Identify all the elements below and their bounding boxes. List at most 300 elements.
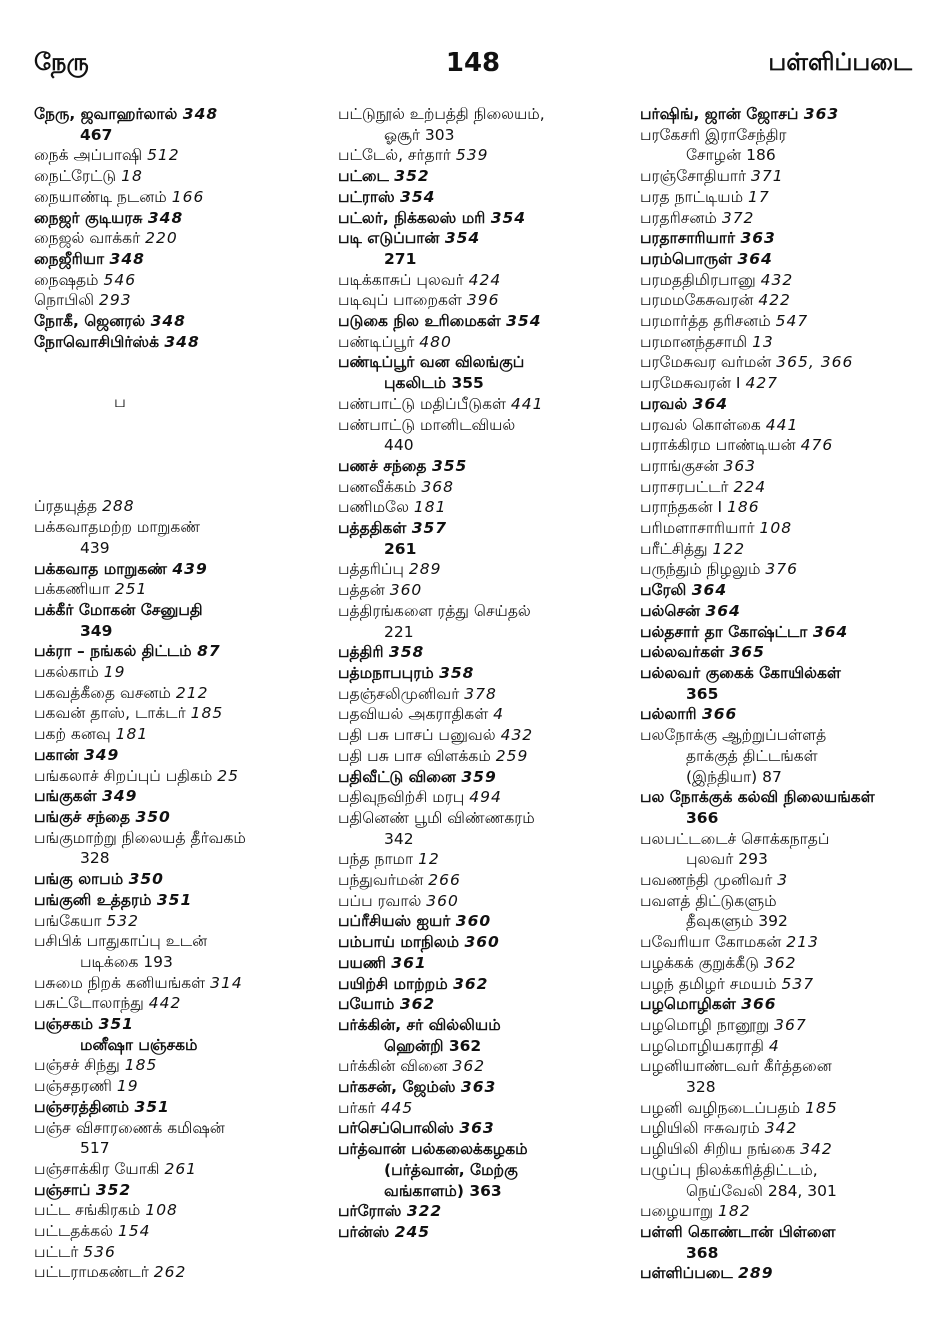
index-entry (640, 1056, 936, 1097)
entry-page-ref: 19 (103, 663, 126, 682)
entry-term: பதிவீட்டு வினை (338, 767, 456, 786)
entry-continuation: சோழன் 186 (686, 146, 776, 165)
entry-continuation: 342 (384, 829, 414, 848)
entry-page-ref: 363 (803, 105, 840, 123)
entry-term: பர்த்வான் பல்கலைக்கழகம் (338, 1140, 528, 1159)
index-entry (34, 683, 330, 704)
entry-page-ref: 358 (439, 663, 475, 682)
entry-page-ref: 362 (399, 995, 436, 1014)
index-entry (34, 869, 330, 890)
index-entry (34, 332, 330, 353)
entry-page-ref: 185 (190, 704, 224, 723)
index-entry (338, 1015, 634, 1056)
entry-page-ref: 351 (134, 1097, 170, 1116)
entry-page-ref: 266 (428, 871, 461, 890)
entry-term: பங்குமாற்று நிலையத் தீர்வகம் (34, 828, 246, 847)
index-entry (338, 518, 634, 559)
entry-page-ref: 360 (464, 933, 500, 952)
index-entry (338, 849, 634, 870)
entry-term: பட்லர், நிக்கலஸ் மரி (338, 208, 486, 227)
entry-page-ref: 181 (115, 725, 149, 744)
index-entry (338, 725, 634, 746)
entry-page-ref: 351 (98, 1015, 134, 1034)
entry-page-ref: 376 (765, 560, 798, 579)
index-entry (640, 415, 936, 436)
index-entry (640, 187, 936, 208)
entry-page-ref: 212 (175, 683, 209, 702)
entry-term: பங்குகள் (34, 787, 97, 806)
entry-term: பங்கேயா (34, 911, 102, 930)
entry-page-ref: 365 (729, 643, 765, 662)
entry-page-ref: 364 (812, 622, 849, 641)
entry-term: பழனி வழிநடைப்பதம் (640, 1098, 801, 1117)
entry-term: படுகை நில உரிமைகள் (338, 312, 501, 331)
entry-page-ref: 358 (388, 643, 425, 662)
entry-page-ref: 3 (777, 871, 789, 890)
entry-term: பர்ரோஸ் (338, 1202, 402, 1221)
entry-page-ref: 352 (394, 167, 430, 186)
entry-continuation: நெய்வேலி 284, 301 (686, 1181, 837, 1200)
entry-term: பரஞ்சோதியார் (640, 167, 747, 186)
entry-term: படிக்காசுப் புலவர் (338, 270, 464, 289)
entry-term: பலநோக்கு ஆற்றுப்பள்ளத் (640, 726, 827, 745)
entry-term: பஞ்ச விசாரணைக் கமிஷன் (34, 1118, 225, 1137)
index-entry (640, 1015, 936, 1036)
entry-term: பருந்தும் நிழலும் (640, 560, 761, 579)
entry-term: பர்கர் (338, 1098, 376, 1117)
entry-continuation: வங்காளம்) 363 (384, 1181, 502, 1200)
index-entry (640, 290, 936, 311)
entry-page-ref: 213 (786, 933, 819, 952)
entry-page-ref: 314 (210, 973, 243, 992)
entry-term: பரதாசாரியார் (640, 229, 736, 248)
entry-page-ref: 441 (765, 415, 799, 434)
entry-continuation: 328 (80, 849, 110, 868)
entry-continuation: தீவுகளும் 392 (686, 912, 788, 931)
index-entry (338, 208, 634, 229)
index-entry (338, 270, 634, 291)
entry-page-ref: 432 (760, 270, 794, 289)
entry-term: பர்செப்பொலிஸ் (338, 1119, 454, 1138)
entry-page-ref: 537 (781, 974, 815, 993)
entry-term: பசிபிக் பாதுகாப்பு உடன் (34, 932, 208, 951)
entry-continuation: மனீஷா பஞ்சகம் (80, 1035, 198, 1054)
entry-page-ref: 289 (408, 560, 442, 579)
entry-page-ref: 13 (752, 332, 774, 351)
index-entry (640, 622, 936, 643)
entry-term: பரிமளாசாரியார் (640, 519, 755, 538)
entry-term: பலபட்டடைச் சொக்கநாதப் (640, 829, 830, 848)
entry-term: பட்டதக்கல் (34, 1222, 113, 1241)
entry-term: பண்பாட்டு மதிப்பீடுகள் (338, 394, 506, 413)
index-entry (338, 1139, 634, 1201)
entry-page-ref: 359 (461, 767, 497, 786)
entry-term: படிவுப் பாறைகள் (338, 291, 462, 310)
entry-page-ref: 362 (452, 1057, 486, 1076)
running-head-right: பள்ளிப்படை (768, 48, 912, 76)
index-entry (34, 104, 330, 145)
entry-page-ref: 12 (418, 850, 440, 869)
entry-term: பழந் தமிழர் சமயம் (640, 974, 777, 993)
index-entry (34, 579, 330, 600)
index-entry (640, 518, 936, 539)
entry-page-ref: 480 (419, 332, 452, 351)
index-entry (34, 1262, 330, 1283)
entry-continuation: படிக்கை 193 (80, 952, 173, 971)
entry-page-ref: 182 (717, 1202, 751, 1221)
entry-term: பதஞ்சலிமுனிவர் (338, 684, 460, 703)
index-entry (34, 166, 330, 187)
entry-page-ref: 342 (800, 1140, 833, 1159)
entry-page-ref: 17 (747, 187, 770, 206)
entry-page-ref: 367 (774, 1015, 807, 1034)
entry-term: பதிவுநவிற்சி மரபு (338, 788, 465, 807)
index-column-3 (640, 104, 936, 1284)
entry-page-ref: 185 (805, 1098, 838, 1117)
entry-term: பதினெண் பூமி விண்ணகரம் (338, 808, 535, 827)
index-entry (338, 104, 634, 145)
entry-term: பர்ஷிங், ஜான் ஜோசப் (640, 105, 799, 123)
entry-term: பகான் (34, 745, 79, 764)
entry-term: பங்கு லாபம் (34, 870, 124, 889)
index-entry (640, 270, 936, 291)
entry-continuation: 467 (80, 125, 113, 144)
entry-term: பகல்காம் (34, 663, 99, 682)
index-entry (640, 953, 936, 974)
entry-page-ref: 259 (495, 746, 529, 765)
entry-term: பராக்கிரம பாண்டியன் (640, 436, 796, 455)
index-entry (640, 1036, 936, 1057)
entry-page-ref: 372 (721, 208, 755, 227)
index-entry (640, 249, 936, 270)
index-entry (338, 456, 634, 477)
entry-page-ref: 362 (763, 953, 797, 972)
index-entry (34, 786, 330, 807)
entry-page-ref: 349 (102, 787, 138, 806)
entry-page-ref: 351 (156, 890, 193, 909)
entry-term: பயணி (338, 953, 386, 972)
entry-continuation: ஓசூர் 303 (384, 125, 455, 144)
entry-page-ref: 360 (426, 891, 459, 910)
index-entry (640, 932, 936, 953)
entry-page-ref: 363 (460, 1078, 497, 1097)
entry-page-ref: 87 (197, 642, 221, 661)
index-entry (640, 1263, 936, 1284)
entry-page-ref: 354 (490, 208, 527, 227)
entry-page-ref: 289 (738, 1264, 774, 1283)
entry-page-ref: 108 (759, 519, 793, 538)
entry-page-ref: 445 (380, 1098, 414, 1117)
entry-term: பஞ்சகம் (34, 1015, 94, 1034)
entry-page-ref: 547 (775, 312, 809, 331)
index-entry (338, 580, 634, 601)
entry-term: பதி பசு பாச விளக்கம் (338, 746, 491, 765)
index-entry (34, 517, 330, 558)
entry-page-ref: 363 (459, 1119, 495, 1138)
index-entry (338, 1118, 634, 1139)
entry-term: பரமமகேசுவரன் (640, 291, 754, 310)
entry-page-ref: 539 (455, 146, 489, 165)
page-header (34, 48, 912, 88)
index-entry (34, 228, 330, 249)
entry-term: பந்துவர்மன் (338, 871, 424, 890)
index-entry (34, 890, 330, 911)
entry-term: பர்ன்ஸ் (338, 1222, 390, 1241)
index-entry (338, 187, 634, 208)
index-entry (338, 891, 634, 912)
index-entry (338, 497, 634, 518)
index-entry (640, 1222, 936, 1263)
entry-page-ref: 363 (740, 229, 776, 248)
index-entry (640, 559, 936, 580)
index-entry (640, 580, 936, 601)
index-entry (338, 1222, 634, 1243)
index-entry (34, 1221, 330, 1242)
entry-page-ref: 350 (128, 870, 164, 889)
index-entry (34, 187, 330, 208)
entry-page-ref: 350 (135, 807, 171, 826)
entry-page-ref: 25 (217, 766, 240, 785)
index-entry (640, 373, 936, 394)
entry-page-ref: 154 (117, 1222, 151, 1241)
entry-continuation: 366 (686, 808, 719, 827)
entry-term: பட்டேல், சர்தார் (338, 146, 451, 165)
running-head-left: நேரு (34, 48, 89, 76)
index-entry (34, 828, 330, 869)
entry-term: பந்த நாமா (338, 850, 414, 869)
entry-page-ref: 108 (145, 1201, 178, 1220)
index-entry (338, 1077, 634, 1098)
entry-term: பரம்பொருள் (640, 249, 733, 268)
index-entry (34, 1200, 330, 1221)
entry-term: பள்ளி கொண்டான் பிள்ளை (640, 1222, 836, 1241)
entry-page-ref: 360 (455, 912, 492, 931)
entry-continuation: 349 (80, 621, 113, 640)
index-entry (34, 496, 330, 517)
entry-term: பரமானந்தசாமி (640, 332, 748, 351)
index-entry (640, 456, 936, 477)
entry-term: நைட்ரேட்டு (34, 167, 117, 186)
index-entry (640, 663, 936, 704)
entry-term: பப்ப ரவால் (338, 891, 422, 910)
index-entry (338, 311, 634, 332)
index-entry (640, 870, 936, 891)
index-entry (34, 766, 330, 787)
entry-page-ref: 181 (413, 498, 447, 517)
entry-page-ref: 18 (121, 167, 143, 186)
entry-term: பரதரிசனம் (640, 208, 717, 227)
index-entry (640, 539, 936, 560)
index-entry (640, 166, 936, 187)
entry-page-ref: 251 (114, 580, 148, 599)
entry-term: பரேலி (640, 581, 687, 600)
entry-term: பவணந்தி முனிவர் (640, 871, 773, 890)
index-entry (34, 249, 330, 270)
index-entry (640, 1098, 936, 1119)
entry-term: பண்டிப்பூர் வன விலங்குப் (338, 353, 525, 372)
index-entry (338, 684, 634, 705)
entry-page-ref: 261 (164, 1159, 198, 1178)
entry-term: பணவீக்கம் (338, 477, 417, 496)
index-entry (338, 352, 634, 393)
index-entry (640, 891, 936, 932)
entry-page-ref: 427 (745, 374, 779, 393)
entry-continuation: தாக்குத் திட்டங்கள் (686, 746, 818, 765)
index-entry (640, 394, 936, 415)
index-entry (338, 974, 634, 995)
index-entry (640, 974, 936, 995)
entry-page-ref: 364 (692, 394, 729, 413)
index-entry (338, 767, 634, 788)
index-entry (34, 270, 330, 291)
entry-term: பக்கணியா (34, 580, 110, 599)
index-entry (34, 745, 330, 766)
entry-term: பட்டராமகண்டர் (34, 1263, 149, 1282)
entry-page-ref: 512 (147, 146, 180, 165)
entry-term: நைஜீரியா (34, 249, 105, 268)
entry-term: பட்ராஸ் (338, 187, 395, 206)
entry-continuation: புலவர் 293 (686, 850, 768, 869)
entry-term: பக்கீர் மோகன் சேனுபதி (34, 600, 203, 619)
entry-term: பராங்குசன் (640, 456, 719, 475)
index-entry (640, 352, 936, 373)
entry-term: நைஜர் குடியரசு (34, 208, 143, 227)
index-entry (338, 953, 634, 974)
entry-term: நேரு, ஜவாஹர்லால் (34, 105, 178, 123)
entry-term: பர்க்கின், சர் வில்லியம் (338, 1015, 501, 1034)
index-entry (34, 1180, 330, 1201)
entry-term: பரவல் கொள்கை (640, 415, 761, 434)
entry-term: பல்சென் (640, 601, 701, 620)
entry-term: பத்மநாபபுரம் (338, 663, 434, 682)
entry-term: பங்குனி உத்தரம் (34, 890, 152, 909)
entry-page-ref: 348 (150, 312, 186, 331)
entry-page-ref: 355 (431, 456, 468, 475)
entry-page-ref: 166 (171, 187, 205, 206)
entry-term: நைக் அப்பாஷி (34, 146, 143, 165)
entry-term: பரீட்சித்து (640, 539, 708, 558)
index-entry (34, 703, 330, 724)
entry-term: நைஜல் வாக்கர் (34, 229, 141, 248)
entry-continuation: 440 (384, 436, 414, 455)
entry-term: பல்லவர் குகைக் கோயில்கள் (640, 663, 841, 682)
entry-continuation: 271 (384, 249, 417, 268)
entry-continuation: ஹென்றி 362 (384, 1036, 482, 1055)
entry-term: பகற் கனவு (34, 725, 111, 744)
entry-page-ref: 546 (103, 270, 137, 289)
entry-term: பயோம் (338, 995, 395, 1014)
entry-term: பழமொழி நானூறு (640, 1015, 770, 1034)
index-entry (338, 1201, 634, 1222)
entry-page-ref: 4 (768, 1036, 780, 1055)
index-entry (640, 829, 936, 870)
index-column-1 (34, 104, 330, 1283)
index-entry (338, 415, 634, 456)
index-entry (338, 166, 634, 187)
index-column-2 (338, 104, 634, 1243)
entry-term: பராந்தகன் I (640, 498, 723, 517)
entry-term: பரமததிமிரபானு (640, 270, 756, 289)
entry-term: பரவல் (640, 394, 688, 413)
index-entry (338, 290, 634, 311)
entry-term: பள்ளிப்படை (640, 1264, 733, 1283)
entry-term: பகவத்கீதை வசனம் (34, 683, 171, 702)
index-entry (338, 559, 634, 580)
entry-page-ref: 368 (421, 477, 454, 496)
index-entry (34, 973, 330, 994)
index-entry (640, 332, 936, 353)
index-entry (34, 145, 330, 166)
index-entry (338, 332, 634, 353)
entry-page-ref: 186 (727, 498, 760, 517)
entry-term: பழனியாண்டவர் கீர்த்தனை (640, 1057, 832, 1076)
entry-continuation: 517 (80, 1139, 110, 1158)
entry-term: பக்கவாதமற்ற மாறுகண் (34, 518, 201, 537)
entry-term: பழமொழிகள் (640, 995, 736, 1014)
entry-page-ref: 349 (83, 745, 120, 764)
entry-page-ref: 185 (124, 1056, 158, 1075)
entry-term: பதவியல் அகராதிகள் (338, 705, 489, 724)
entry-page-ref: 360 (389, 581, 423, 600)
index-entry (338, 994, 634, 1015)
index-entry (338, 477, 634, 498)
entry-continuation: 328 (686, 1078, 716, 1097)
entry-term: பரமேசுவர வர்மன் (640, 353, 772, 372)
index-entry (640, 228, 936, 249)
entry-page-ref: 352 (95, 1180, 132, 1199)
entry-page-ref: 439 (172, 559, 208, 578)
index-entry (338, 704, 634, 725)
entry-term: பர்க்கின் வினை (338, 1057, 448, 1076)
entry-page-ref: 532 (106, 911, 139, 930)
entry-term: பஞ்சச் சிந்து (34, 1056, 120, 1075)
entry-page-ref: 357 (411, 519, 448, 538)
entry-page-ref: 293 (98, 291, 132, 310)
section-letter-heading: ப (114, 392, 126, 412)
entry-term: பர்கசன், ஜேம்ஸ் (338, 1078, 456, 1097)
entry-page-ref: 348 (182, 105, 219, 123)
index-entry (338, 145, 634, 166)
entry-page-ref: 288 (102, 497, 135, 516)
index-entry (640, 497, 936, 518)
entry-term: பழுப்பு நிலக்கரித்திட்டம், (640, 1160, 818, 1179)
entry-page-ref: 396 (466, 291, 500, 310)
index-entry (34, 931, 330, 972)
index-entry (34, 662, 330, 683)
entry-page-ref: 262 (153, 1263, 187, 1282)
index-entry (34, 208, 330, 229)
entry-page-ref: 363 (723, 456, 757, 475)
entry-page-ref: 348 (109, 249, 145, 268)
index-entry (338, 1056, 634, 1077)
index-entry (338, 1098, 634, 1119)
entry-term: பசுமை நிறக் கனியங்கள் (34, 973, 206, 992)
entry-term: பராசரபட்டர் (640, 477, 729, 496)
entry-page-ref: 364 (691, 581, 728, 600)
entry-page-ref: 378 (464, 684, 497, 703)
entry-term: பக்ரா – நங்கல் திட்டம் (34, 642, 192, 661)
index-entry (338, 601, 634, 642)
entry-term: பல்தசார் தா கோஷ்ட்டா (640, 622, 808, 641)
index-entry (34, 1014, 330, 1055)
entry-term: பல நோக்குக் கல்வி நிலையங்கள் (640, 788, 875, 807)
entry-term: பழியிலி சிறிய நங்கை (640, 1140, 796, 1159)
entry-page-ref: 422 (758, 291, 791, 310)
index-entry (640, 725, 936, 787)
entry-term: பயிற்சி மாற்றம் (338, 974, 448, 993)
index-entry (338, 228, 634, 269)
entry-term: பண்டிப்பூர் (338, 332, 415, 351)
